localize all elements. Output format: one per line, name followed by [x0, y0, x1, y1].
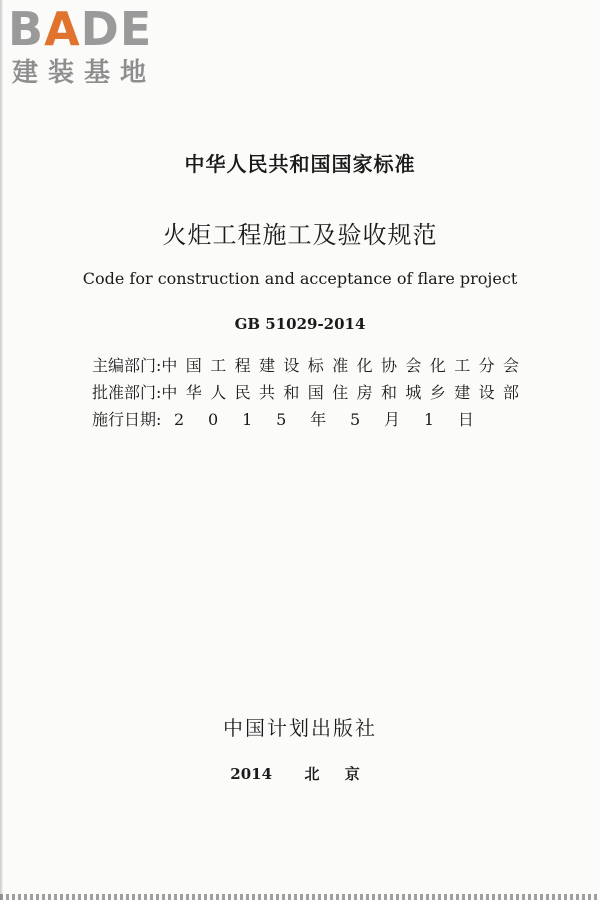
title-chinese: 火炬工程施工及验收规范 [162, 221, 438, 249]
info-value: 中国工程建设标准化协会化工分会 [161, 356, 528, 375]
info-block [92, 352, 528, 433]
date-char: 月 [384, 410, 401, 429]
date-char: 年 [310, 410, 327, 429]
date-char: 1 [242, 410, 253, 429]
date-char: 2 [174, 410, 185, 429]
watermark-chinese: 建装基地 [12, 58, 157, 88]
info-row-editor [92, 352, 528, 379]
publication-year: 2014 [230, 765, 273, 783]
watermark-letter: A [44, 2, 81, 56]
date-char: 5 [276, 410, 287, 429]
standard-type: 中华人民共和国国家标准 [184, 152, 416, 176]
watermark-latin [8, 4, 152, 54]
watermark-logo [8, 4, 183, 94]
date-char: 日 [457, 410, 474, 429]
info-label: 批准部门: [92, 383, 162, 402]
info-row-effective-date [92, 406, 512, 433]
info-value: 中华人民共和国住房和城乡建设部 [161, 383, 528, 402]
standard-code: GB 51029-2014 [234, 315, 366, 333]
scan-edge [0, 894, 600, 900]
watermark-letter: B [8, 2, 45, 56]
info-label: 主编部门: [92, 356, 162, 375]
info-row-approver [92, 379, 528, 406]
info-label: 施行日期: [92, 410, 162, 429]
date-char: 5 [349, 410, 361, 429]
publisher: 中国计划出版社 [223, 716, 377, 740]
publication-city: 北 京 [304, 765, 370, 783]
date-char: 1 [423, 410, 435, 429]
watermark-letter: D [80, 2, 120, 56]
publication-place [0, 763, 600, 784]
date-char: 0 [208, 410, 219, 429]
watermark-letter: E [119, 2, 153, 56]
title-english: Code for construction and acceptance of flare project [82, 269, 518, 288]
info-value-date [174, 406, 474, 433]
